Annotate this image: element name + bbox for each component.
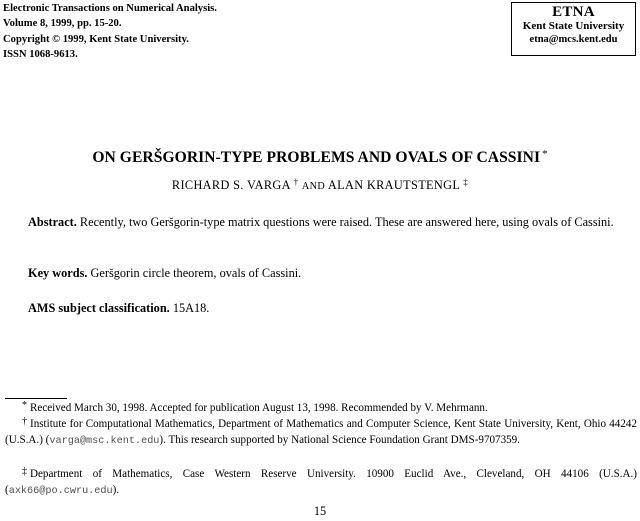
footnote-krautstengl: ‡ Department of Mathematics, Case Western Reserve University. 10900 Euclid Ave., Cleveland, OH 44106 (U.S.A.) (axk66@po.cwru.edu). xyxy=(5,466,637,497)
footnote-received-text: Received March 30, 1998. Accepted for publication August 13, 1998. Recommended by V. Mehrmann. xyxy=(30,402,488,414)
ams-label: AMS subject classification. xyxy=(28,301,170,315)
author-krautstengl-mark: ‡ xyxy=(463,177,469,187)
author-krautstengl: ALAN KRAUTSTENGL xyxy=(327,178,460,192)
abstract xyxy=(5,214,637,231)
title-footnote-mark: * xyxy=(542,148,548,160)
keywords-text: Geršgorin circle theorem, ovals of Cassini. xyxy=(90,266,302,280)
abstract-label: Abstract. xyxy=(28,215,77,229)
footnote-varga-text-after: ). This research supported by National Science Foundation Grant DMS-9707359. xyxy=(159,433,521,446)
paper-title-text: ON GERŠGORIN-TYPE PROBLEMS AND OVALS OF CASSINI xyxy=(92,149,541,166)
etna-box xyxy=(511,2,636,56)
abstract-text: Recently, two Geršgorin-type matrix questions were raised. These are answered here, using ovals of Cassini. xyxy=(79,215,614,229)
footnote-received: * Received March 30, 1998. Accepted for publication August 13, 1998. Recommended by V. Mehrmann. xyxy=(22,400,488,414)
footnote-krautstengl-text-before: Department of Mathematics, Case Western Reserve University. 10900 Euclid Ave., Cleveland, OH 44106 (U.S.A.) ( xyxy=(5,468,637,496)
paper-title xyxy=(0,148,640,167)
etna-university: Kent State University xyxy=(522,20,625,32)
journal-name: Electronic Transactions on Numerical Analysis. xyxy=(3,3,217,14)
author-varga-mark: † xyxy=(293,177,299,187)
ams-classification xyxy=(5,300,637,317)
etna-email: etna@mcs.kent.edu xyxy=(529,34,618,45)
footnote-krautstengl-text-after: ). xyxy=(112,483,120,496)
varga-email-link[interactable]: varga@msc.kent.edu xyxy=(49,435,160,447)
krautstengl-email-link[interactable]: axk66@po.cwru.edu xyxy=(8,485,113,497)
footnote-rule xyxy=(5,398,67,399)
footnote-varga-text-before: Institute for Computational Mathematics, Department of Mathematics and Computer Science, Kent State University, Kent, Ohio 44242 (U.S.A.) ( xyxy=(5,418,637,446)
journal-issn: ISSN 1068-9613. xyxy=(3,49,78,60)
etna-title: ETNA xyxy=(552,4,595,20)
journal-copyright: Copyright © 1999, Kent State University. xyxy=(3,34,189,45)
journal-volume: Volume 8, 1999, pp. 15-20. xyxy=(3,18,122,29)
authors xyxy=(0,178,640,193)
page-number: 15 xyxy=(313,504,327,518)
ams-text: 15A18. xyxy=(172,301,210,315)
keywords-label: Key words. xyxy=(28,266,88,280)
footnote-varga: † Institute for Computational Mathematics, Department of Mathematics and Computer Science, Kent State University, Kent, Ohio 44242 (U.S.A.) (varga@msc.kent.edu). This research supported by National Science Foundation Grant DMS-9707359. xyxy=(5,416,637,447)
author-varga: RICHARD S. VARGA xyxy=(171,178,291,192)
author-conjunction: AND xyxy=(301,181,326,192)
keywords xyxy=(5,265,637,282)
